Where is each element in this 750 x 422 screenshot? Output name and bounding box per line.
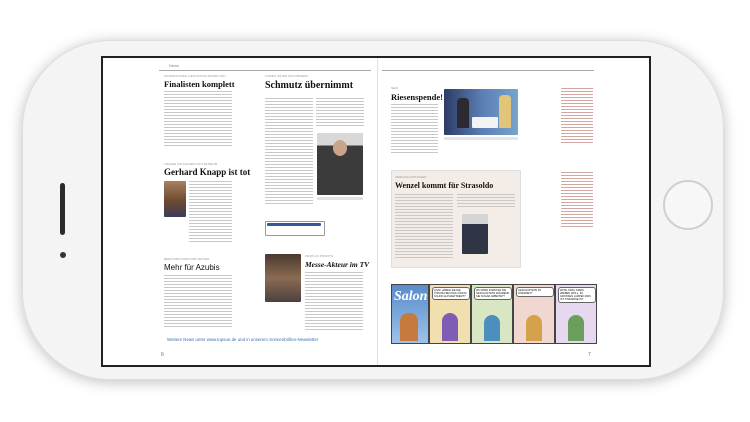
sidebar-quote-2: [561, 172, 593, 228]
right-header-rule: [382, 70, 594, 71]
left-page-number: 6: [161, 352, 164, 358]
right-page-number: 7: [588, 352, 591, 358]
schmutz-body-col1: [265, 98, 313, 204]
finalisten-body: [164, 91, 232, 147]
wenzel-body: [395, 194, 453, 260]
finalisten-kicker: INTERNATIONAL INNOVATION AWARD 2017: [164, 74, 226, 78]
camera-dot: [60, 252, 66, 258]
messe-body: [305, 272, 363, 330]
footer-link[interactable]: Weitere News unter www.topsun.de und in unserem Sonnenbrillen-Newsletter: [167, 337, 319, 342]
messe-headline: Messe-Akteur im TV: [305, 260, 370, 269]
comic-figure-2: [442, 313, 458, 341]
comic-panel-1: [391, 284, 429, 344]
spende-person2: [499, 95, 511, 128]
schmutz-caption: [317, 197, 363, 200]
schmutz-body-col2: [316, 98, 364, 128]
comic-figure-5: [568, 315, 584, 341]
comic-panel-5: [555, 284, 597, 344]
spende-body: [391, 104, 438, 154]
gerhard-body: [189, 181, 232, 243]
azubis-headline: Mehr für Azubis: [164, 263, 220, 272]
magazine-spread: [101, 56, 651, 367]
sidebar-quote: [561, 88, 593, 144]
home-button[interactable]: [663, 180, 713, 230]
azubis-kicker: BERUFSBILDUNG/JOB CENTER: [164, 257, 210, 261]
gerhard-kicker: TRAUER UM JAGNER-TAFT MUSEUM: [164, 162, 218, 166]
messe-kicker: INFOS ZU PROFITS: [305, 254, 333, 258]
comic-bubble-3: GESCHÄFTETE IM INTERNET?: [516, 287, 554, 297]
section-tag: News: [169, 63, 180, 68]
comic-bubble-1: LISSI: HABEN SIE DIE TOPASIA BEI FRAU KRATZ SCHON ALPHAETISIERT?: [432, 287, 470, 300]
volume-button: [60, 183, 65, 235]
ad-badge-bar: [267, 223, 321, 226]
gerhard-headline: Gerhard Knapp ist tot: [164, 167, 251, 177]
comic-bubble-4: WOW, FRAU KREIS WEIBEN WOLL, IM GROSSEN LAMPEN WAS IST STAMPASE IST: [558, 287, 596, 303]
comic-panel-3: [471, 284, 513, 344]
comic-bubble-2: WO WIRD DURFTEN SIE GESCHÄFTETE WÄHREND SIE SOGAR ARBEITET?: [474, 287, 512, 300]
left-page: [103, 58, 378, 365]
wenzel-body-col2: [457, 194, 515, 208]
spende-headline: Riesenspende!: [391, 92, 443, 102]
spende-check: [472, 117, 498, 128]
comic-figure-3: [484, 315, 500, 341]
spende-person1: [457, 98, 469, 128]
schmutz-face: [333, 140, 347, 156]
finalisten-headline: Finalisten komplett: [164, 79, 235, 89]
spende-caption: [444, 137, 518, 140]
spende-kicker: NEW: [391, 86, 398, 90]
gerhard-photo: [164, 181, 186, 217]
wenzel-kicker: VERKAUFLEITUNGEN: [395, 175, 427, 179]
header-rule: [159, 70, 371, 71]
comic-figure-1: [400, 313, 418, 341]
comic-figure-4: [526, 315, 542, 341]
wenzel-headline: Wenzel kommt für Strasoldo: [395, 181, 494, 190]
comic-brand: Salon: [394, 289, 428, 304]
messe-photo: [265, 254, 301, 302]
schmutz-kicker: LÖWEN UNTER SICHTBAREM: [265, 74, 308, 78]
azubis-body: [164, 275, 232, 329]
schmutz-headline: Schmutz übernimmt: [265, 80, 354, 91]
wenzel-photo: [462, 214, 488, 254]
right-page: [378, 58, 649, 365]
comic-panel-4: [513, 284, 555, 344]
comic-panel-2: [429, 284, 471, 344]
